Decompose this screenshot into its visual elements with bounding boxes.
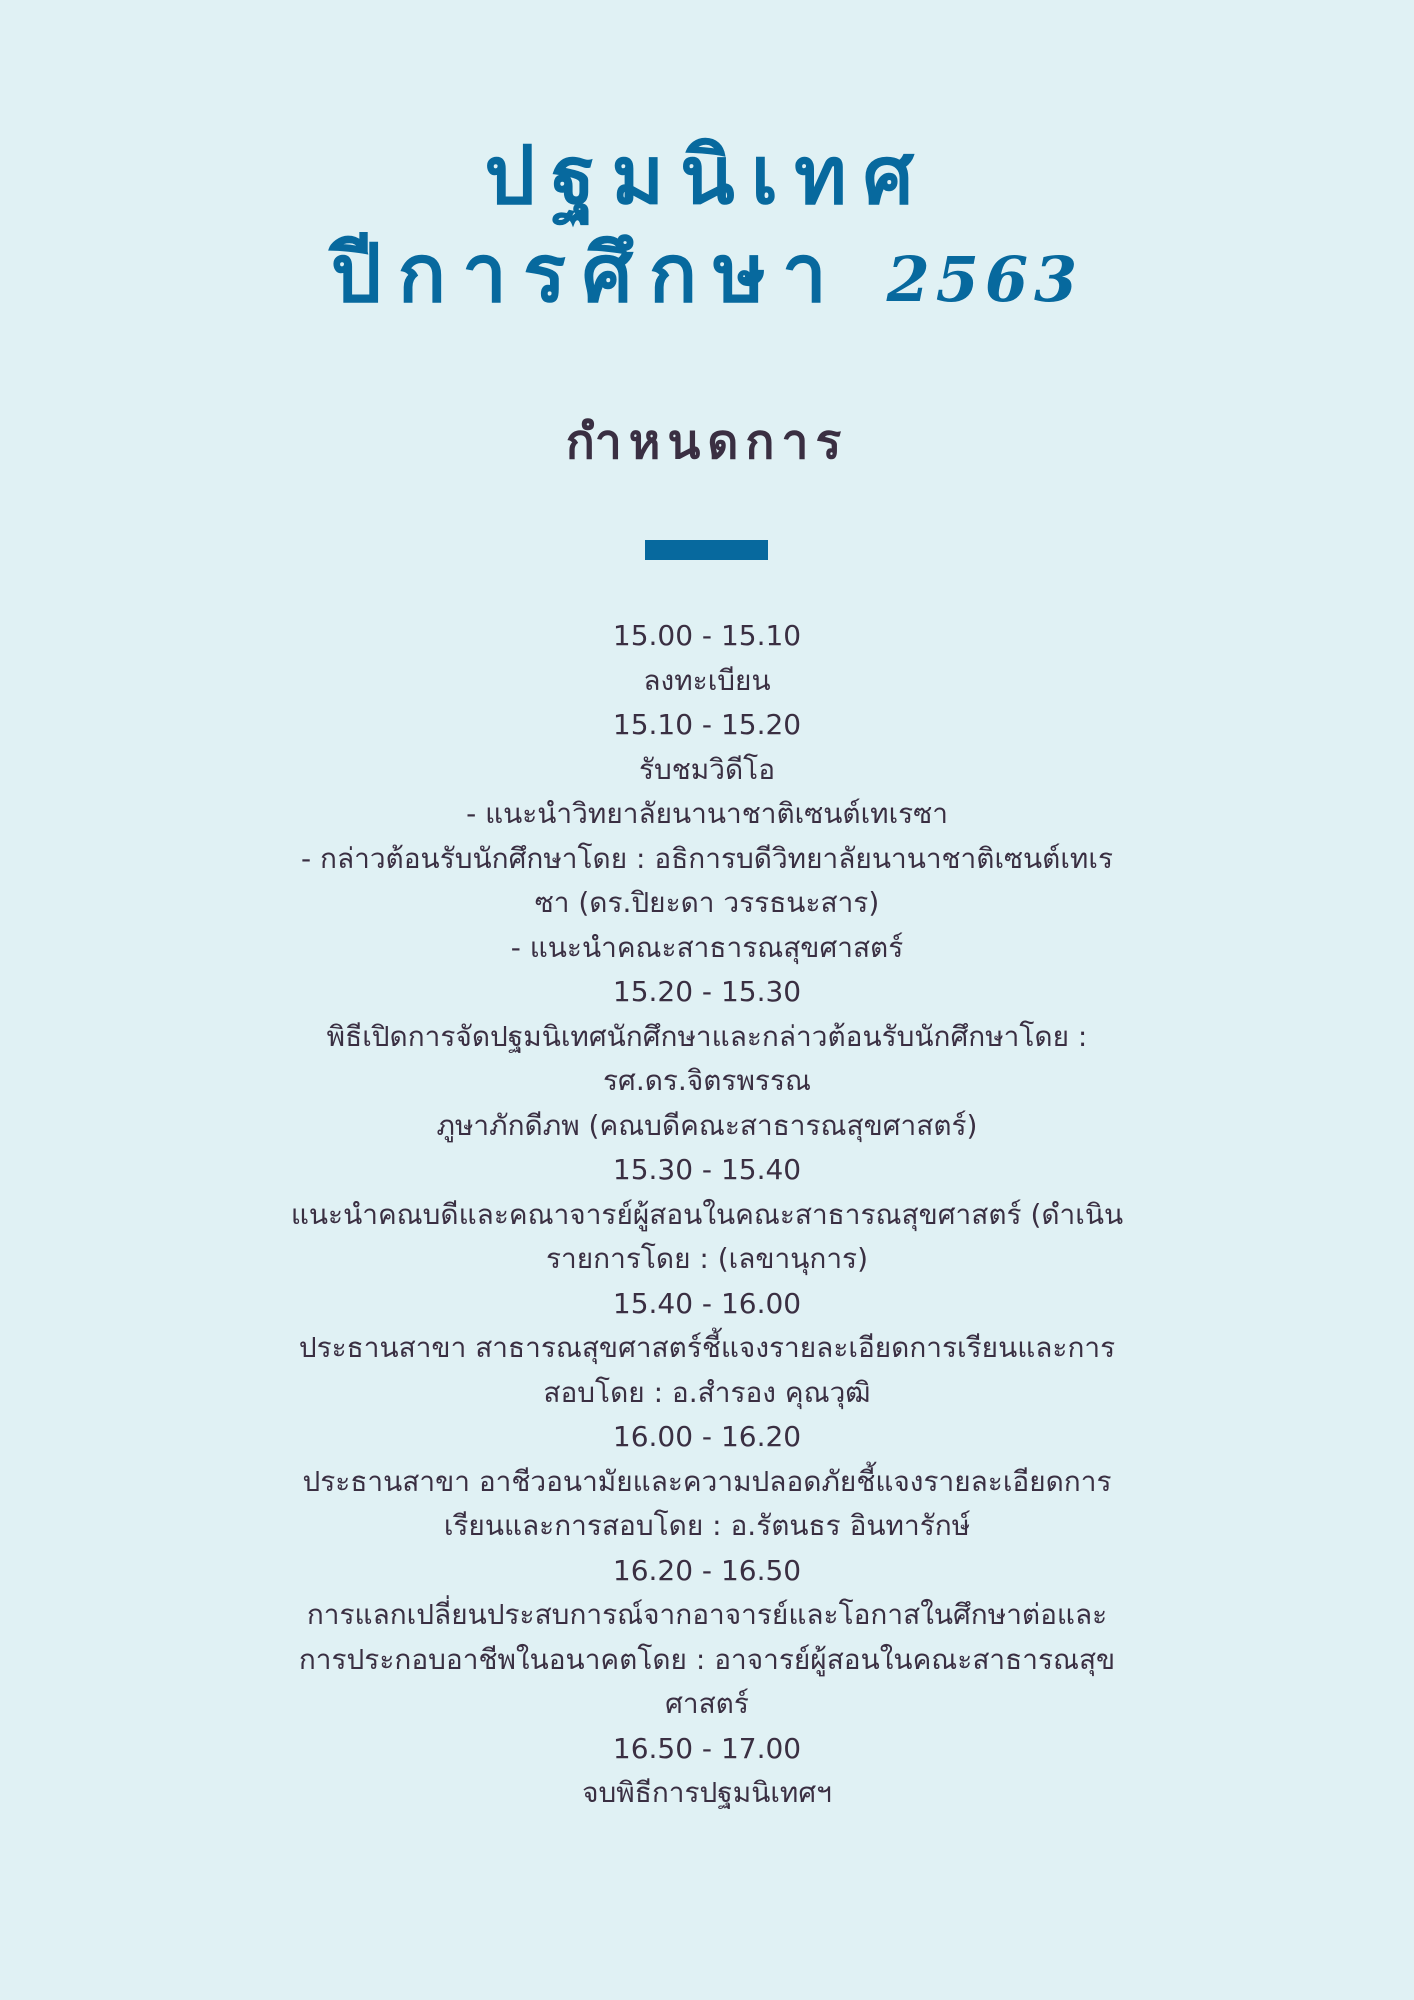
page-title-year: 2563 — [886, 243, 1084, 316]
agenda-item-description: รายการโดย : (เลขานุการ) — [545, 1242, 869, 1275]
agenda-item — [260, 1415, 1154, 1549]
agenda-item-description: รับชมวิดีโอ — [638, 752, 776, 786]
agenda-item-time: 15.20 - 15.30 — [612, 975, 802, 1008]
agenda-item — [260, 1727, 1154, 1816]
agenda-item-description: - แนะนำคณะสาธารณสุขศาสตร์ — [510, 930, 904, 964]
agenda-item-time: 15.30 - 15.40 — [612, 1153, 802, 1186]
agenda-item — [260, 1282, 1154, 1416]
agenda-item-description: แนะนำคณบดีและคณาจารย์ผู้สอนในคณะสาธารณสุขศาสตร์ (ดำเนิน — [290, 1197, 1124, 1231]
agenda-item — [260, 703, 1154, 970]
agenda-item-description: ศาสตร์ — [665, 1687, 749, 1720]
agenda-item-time: 15.40 - 16.00 — [612, 1286, 802, 1320]
agenda-item-description: ภูษาภักดีภพ (คณบดีคณะสาธารณสุขศาสตร์) — [436, 1108, 978, 1142]
agenda-item-time: 15.10 - 15.20 — [612, 708, 802, 741]
agenda-item-time: 15.00 - 15.10 — [612, 619, 802, 652]
agenda-item-time: 16.50 - 17.00 — [612, 1731, 802, 1765]
agenda-item — [260, 970, 1154, 1148]
agenda-item-description: ประธานสาขา สาธารณสุขศาสตร์ชี้แจงรายละเอียดการเรียนและการ — [298, 1331, 1116, 1364]
agenda-item-description: จบพิธีการปฐมนิเทศฯ — [582, 1776, 832, 1809]
agenda-item-description: ประธานสาขา อาชีวอนามัยและความปลอดภัยชี้แจงรายละเอียดการ — [302, 1464, 1112, 1498]
agenda-item-time: 16.00 - 16.20 — [612, 1420, 802, 1453]
agenda-item-description: เรียนและการสอบโดย : อ.รัตนธร อินทารักษ์ — [443, 1509, 971, 1542]
agenda-item-description: - แนะนำวิทยาลัยนานาชาติเซนต์เทเรซา — [466, 797, 948, 830]
agenda-schedule — [260, 614, 1154, 1816]
page-title-line-2 — [0, 226, 1414, 328]
agenda-item-description: ลงทะเบียน — [643, 663, 771, 697]
heading-divider — [645, 540, 768, 560]
agenda-item-description: สอบโดย : อ.สำรอง คุณวุฒิ — [543, 1375, 871, 1409]
agenda-item-description: ซา (ดร.ปิยะดา วรรธนะสาร) — [534, 886, 880, 919]
agenda-item-description: - กล่าวต้อนรับนักศึกษาโดย : อธิการบดีวิทยาลัยนานาชาติเซนต์เทเร — [301, 841, 1113, 875]
agenda-item-description: พิธีเปิดการจัดปฐมนิเทศนักศึกษาและกล่าวต้อนรับนักศึกษาโดย : — [326, 1019, 1088, 1053]
agenda-heading: กำหนดการ — [565, 414, 849, 470]
agenda-item — [260, 1549, 1154, 1727]
agenda-item — [260, 614, 1154, 703]
agenda-item-description: การแลกเปลี่ยนประสบการณ์จากอาจารย์และโอกาสในศึกษาต่อและ — [306, 1598, 1108, 1631]
page-title-academic-year-label: ปีการศึกษา — [330, 227, 843, 320]
agenda-item — [260, 1148, 1154, 1282]
agenda-item-description: รศ.ดร.จิตรพรรณ — [603, 1064, 811, 1097]
page-title-line-1: ปฐมนิเทศ — [484, 129, 930, 222]
agenda-item-time: 16.20 - 16.50 — [612, 1553, 802, 1587]
agenda-item-description: การประกอบอาชีพในอนาคตโดย : อาจารย์ผู้สอนในคณะสาธารณสุข — [298, 1642, 1116, 1676]
